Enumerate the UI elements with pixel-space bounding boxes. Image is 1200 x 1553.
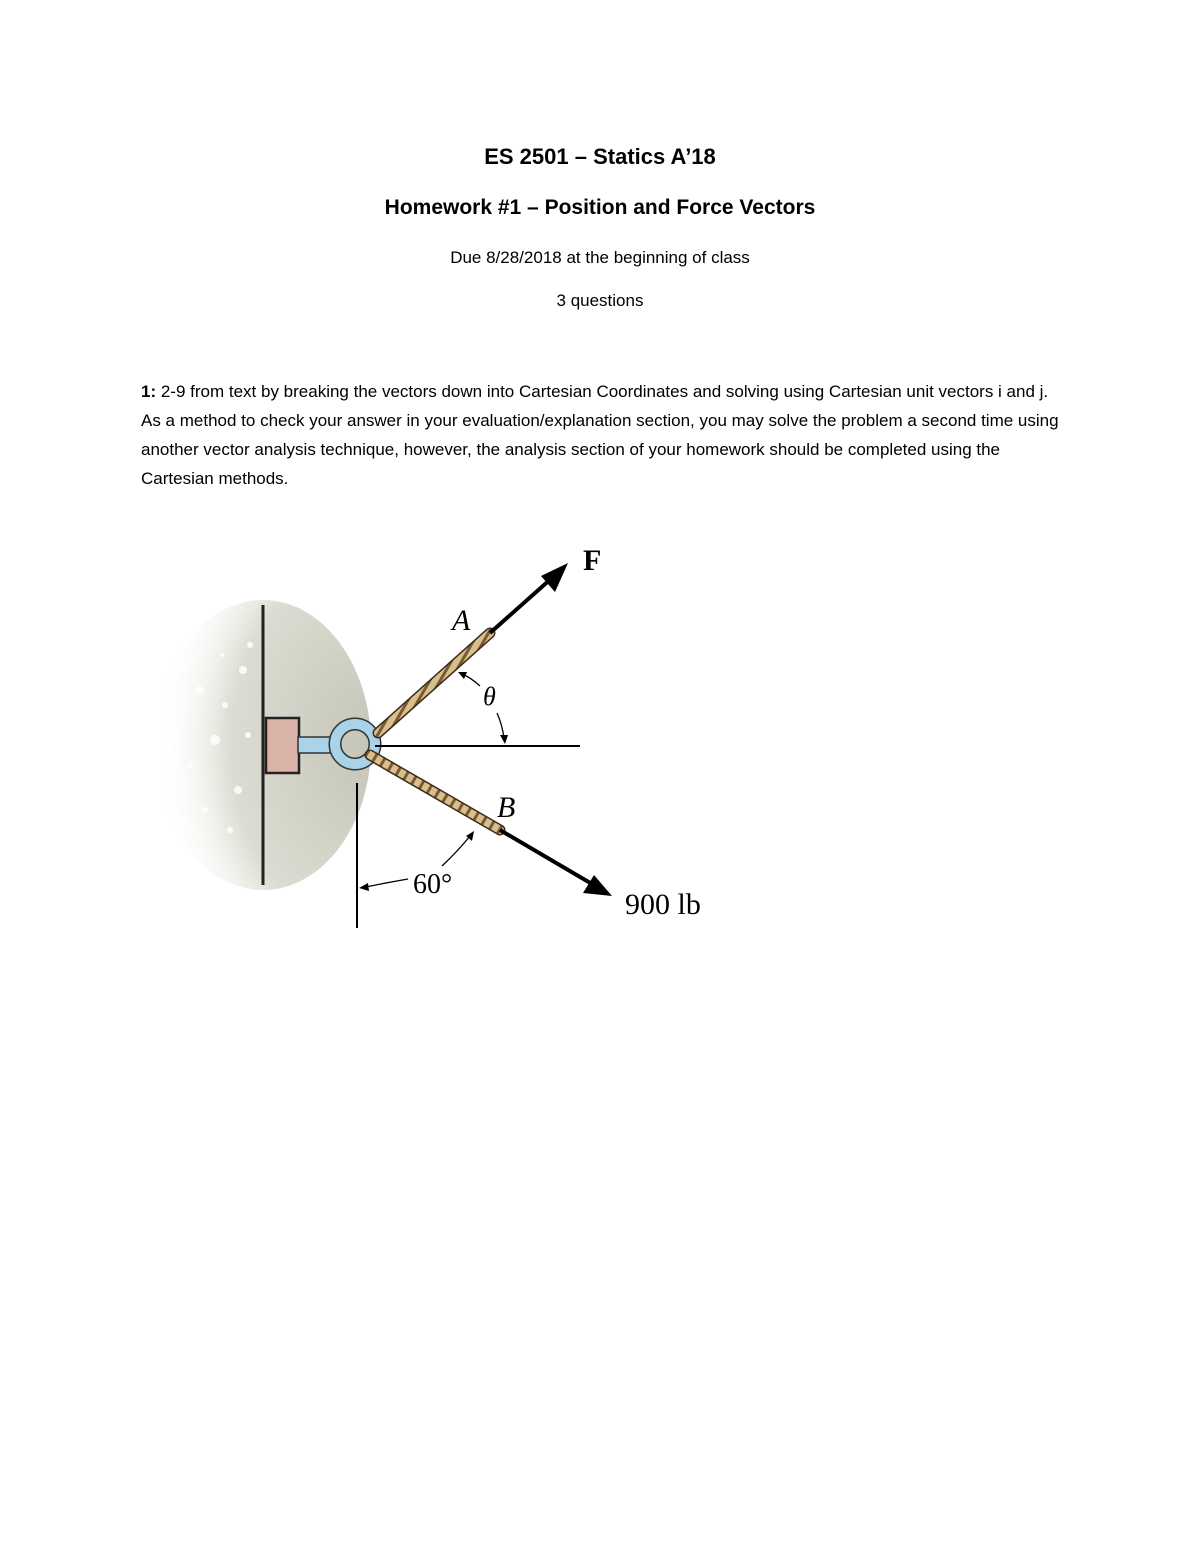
- angle-60-label: 60°: [413, 869, 453, 900]
- force-f-label: F: [583, 544, 602, 577]
- force-diagram: [140, 530, 740, 940]
- question-1: [141, 377, 1061, 493]
- question-count: 3 questions: [556, 291, 644, 310]
- theta-label: θ: [483, 682, 496, 711]
- load-arrow: [500, 830, 612, 896]
- question-number: 1:: [141, 382, 157, 401]
- load-label: 900 lb: [625, 888, 701, 921]
- homework-title: Homework #1 – Position and Force Vectors: [384, 196, 816, 219]
- rope-a-label: A: [452, 604, 471, 637]
- force-f-arrow: [490, 563, 568, 633]
- mount-block: [266, 718, 299, 773]
- rope-b-label: B: [497, 791, 516, 824]
- course-title: ES 2501 – Statics A’18: [484, 144, 716, 169]
- due-date: Due 8/28/2018 at the beginning of class: [450, 248, 750, 267]
- question-text: 2-9 from text by breaking the vectors down into Cartesian Coordinates and solving using Cartesian unit vectors i and j. As a method to check your answer in your evaluation/explanation section, you may solve the problem a second time using another vector analysis technique, however, the analysis section of your homework should be completed using the Cartesian methods.: [141, 382, 1059, 488]
